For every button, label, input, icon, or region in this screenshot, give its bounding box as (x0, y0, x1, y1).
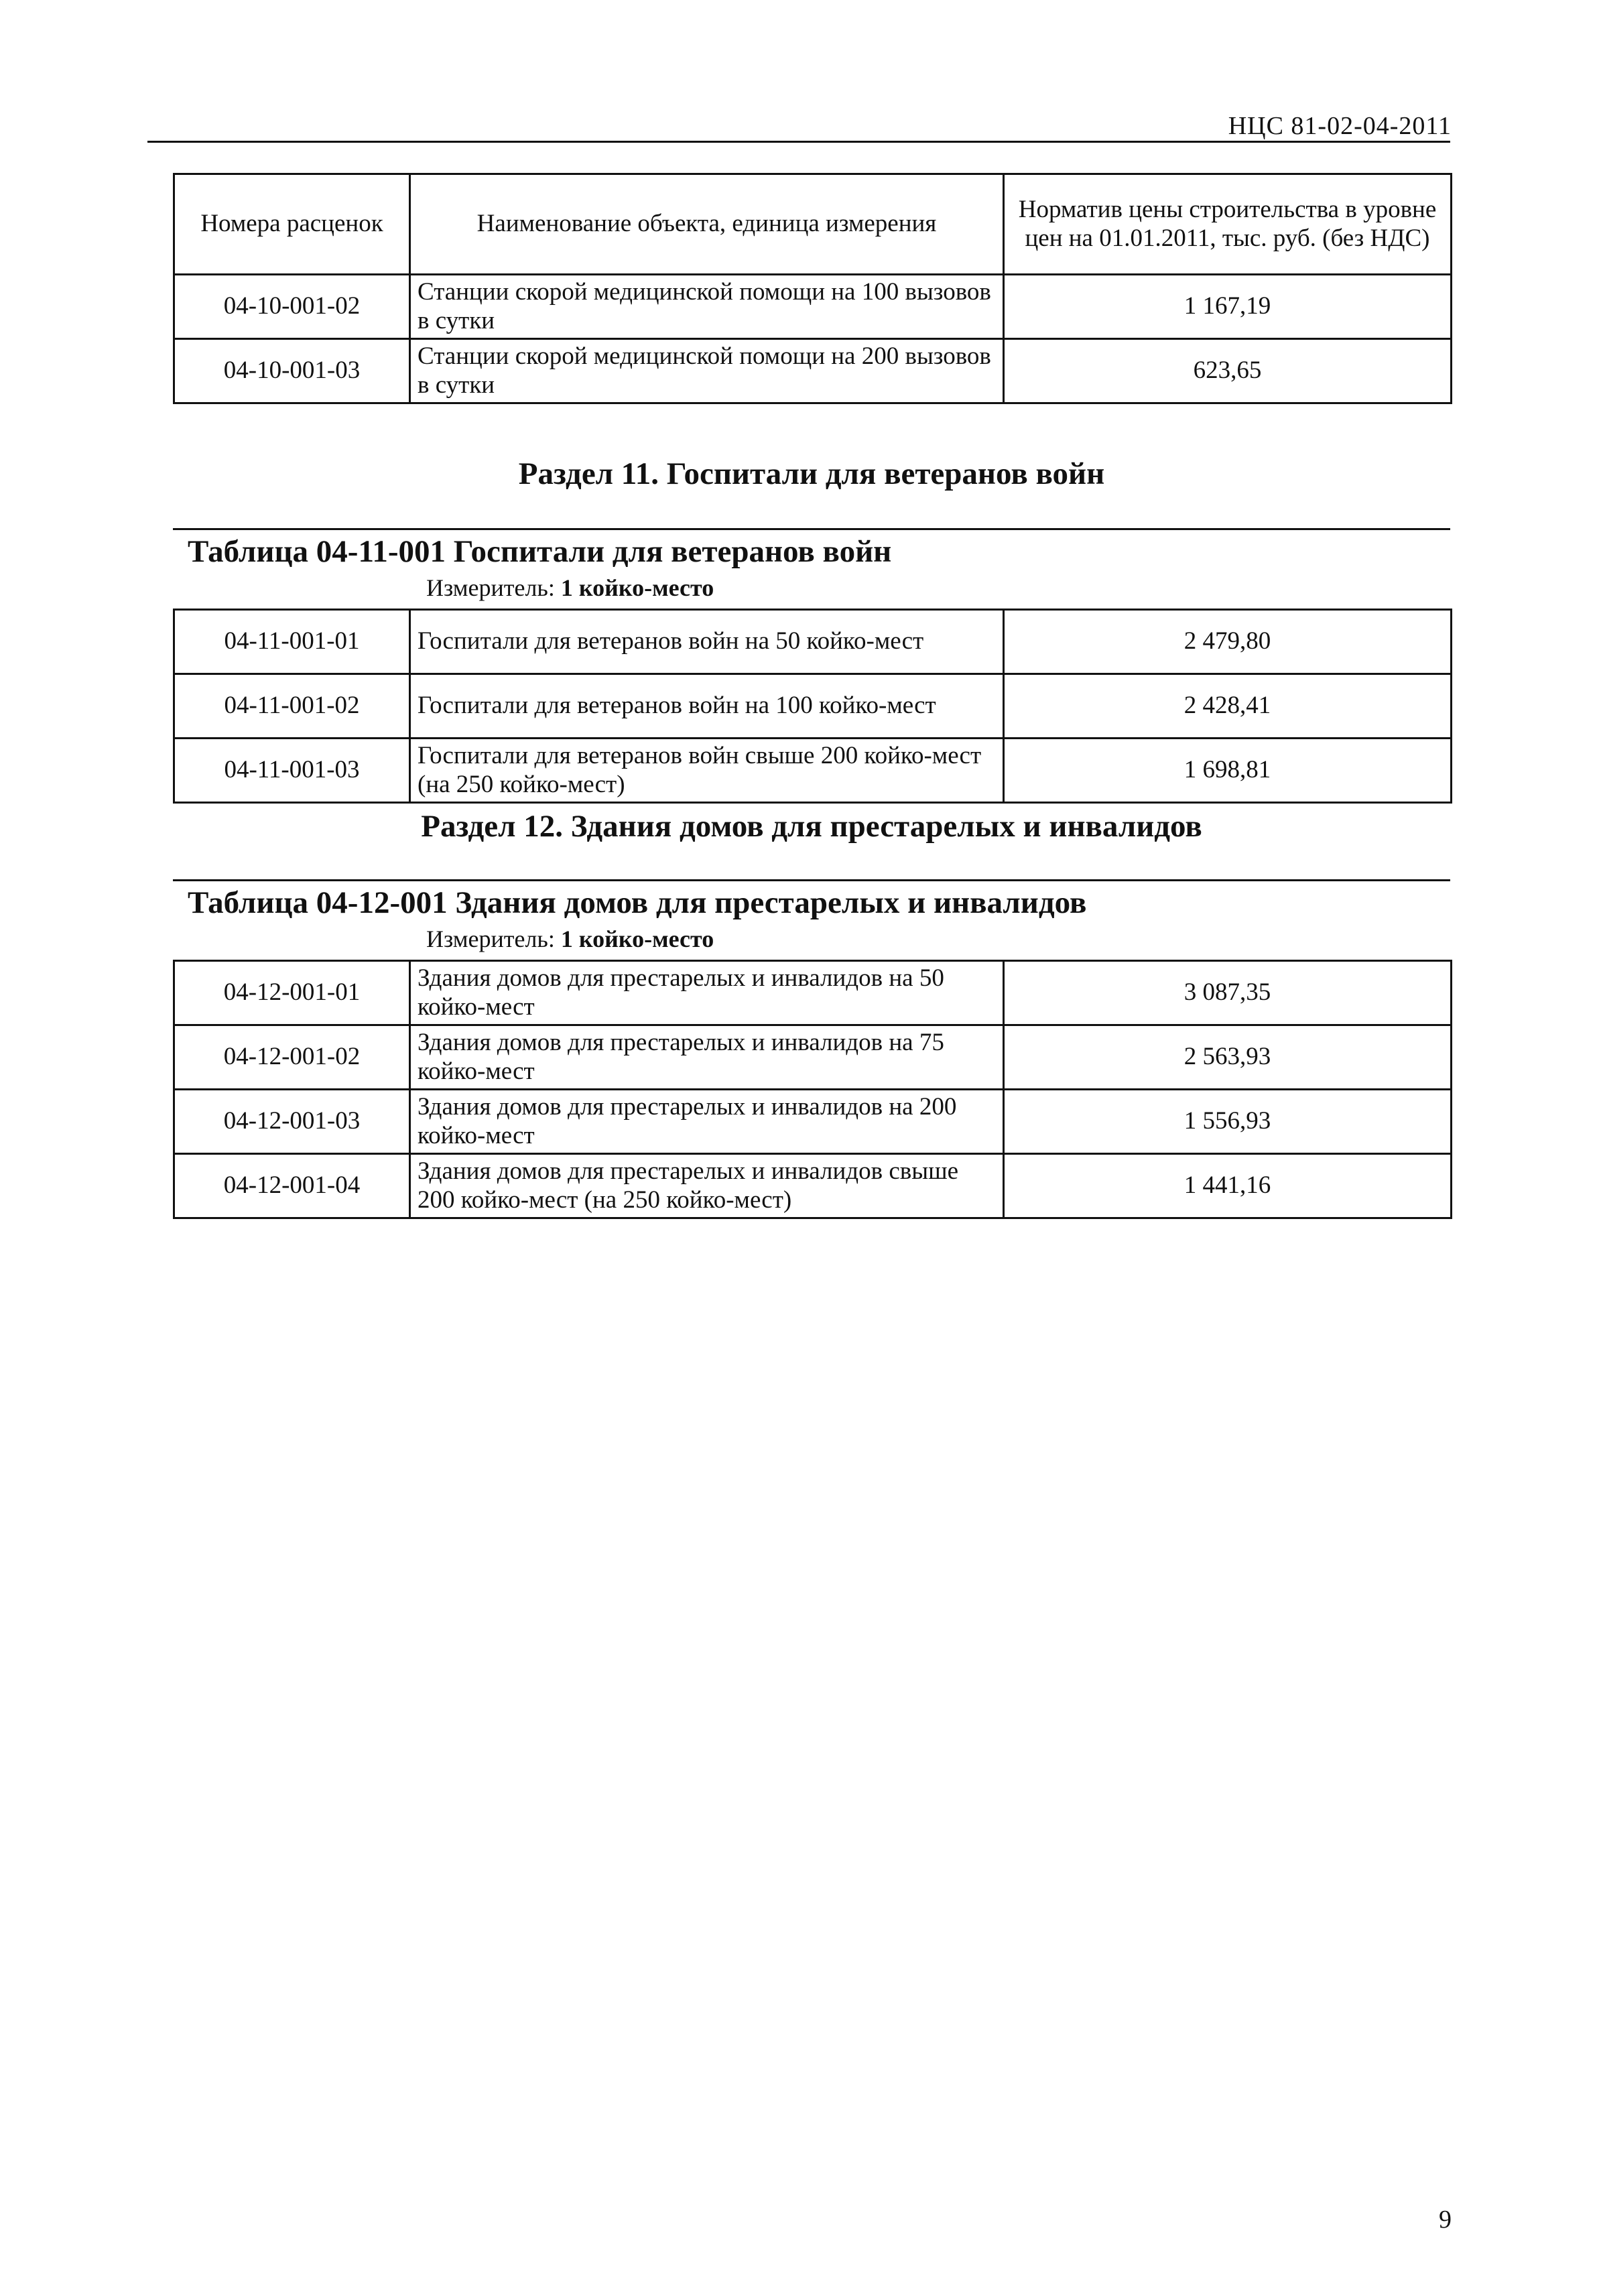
unit-value: 1 койко-место (560, 926, 714, 952)
row-price: 3 087,35 (1004, 961, 1452, 1025)
table-12-title: Таблица 04-12-001 Здания домов для престарелых и инвалидов (188, 885, 1087, 920)
unit-label: Измеритель: (426, 926, 555, 952)
row-price: 1 441,16 (1004, 1154, 1452, 1218)
page-number: 9 (1439, 2206, 1452, 2234)
table-row (174, 1090, 1452, 1154)
table-row (174, 961, 1452, 1025)
table-row (174, 674, 1452, 739)
row-price: 2 563,93 (1004, 1025, 1452, 1090)
row-code: 04-11-001-02 (174, 674, 410, 739)
row-code: 04-11-001-03 (174, 739, 410, 803)
table-row (174, 339, 1452, 403)
row-price: 2 428,41 (1004, 674, 1452, 739)
row-code: 04-12-001-04 (174, 1154, 410, 1218)
header-rule (147, 141, 1450, 143)
table-11-unit (426, 574, 714, 602)
row-price: 623,65 (1004, 339, 1452, 403)
table-04-12-001 (173, 960, 1452, 1219)
row-code: 04-11-001-01 (174, 610, 410, 674)
row-code: 04-10-001-03 (174, 339, 410, 403)
document-code: НЦС 81-02-04-2011 (1228, 112, 1452, 140)
row-code: 04-12-001-01 (174, 961, 410, 1025)
row-name: Госпитали для ветеранов войн на 50 койко-мест (410, 610, 1004, 674)
table-04-10-001 (173, 173, 1452, 404)
row-code: 04-10-001-02 (174, 275, 410, 339)
row-name: Здания домов для престарелых и инвалидов на 200 койко-мест (410, 1090, 1004, 1154)
column-header-name: Наименование объекта, единица измерения (410, 174, 1004, 275)
row-code: 04-12-001-02 (174, 1025, 410, 1090)
table-row (174, 610, 1452, 674)
table-row (174, 275, 1452, 339)
row-price: 2 479,80 (1004, 610, 1452, 674)
table-12-rule (173, 879, 1450, 881)
column-header-code: Номера расценок (174, 174, 410, 275)
table-04-11-001 (173, 609, 1452, 804)
table-row (174, 1025, 1452, 1090)
row-name: Госпитали для ветеранов войн свыше 200 койко-мест (на 250 койко-мест) (410, 739, 1004, 803)
row-name: Станции скорой медицинской помощи на 200 вызовов в сутки (410, 339, 1004, 403)
row-price: 1 698,81 (1004, 739, 1452, 803)
section-11-title: Раздел 11. Госпитали для ветеранов войн (518, 456, 1105, 491)
row-name: Здания домов для престарелых и инвалидов свыше 200 койко-мест (на 250 койко-мест) (410, 1154, 1004, 1218)
unit-value: 1 койко-место (560, 574, 714, 601)
table-12-unit (426, 925, 714, 953)
row-price: 1 556,93 (1004, 1090, 1452, 1154)
table-11-rule (173, 528, 1450, 530)
row-name: Станции скорой медицинской помощи на 100 вызовов в сутки (410, 275, 1004, 339)
column-header-price: Норматив цены строительства в уровне цен на 01.01.2011, тыс. руб. (без НДС) (1004, 174, 1452, 275)
unit-label: Измеритель: (426, 574, 555, 601)
table-11-title: Таблица 04-11-001 Госпитали для ветеранов войн (188, 534, 892, 569)
row-code: 04-12-001-03 (174, 1090, 410, 1154)
row-price: 1 167,19 (1004, 275, 1452, 339)
section-12-title: Раздел 12. Здания домов для престарелых и инвалидов (421, 809, 1202, 844)
row-name: Госпитали для ветеранов войн на 100 койко-мест (410, 674, 1004, 739)
table-header-row (174, 174, 1452, 275)
table-row (174, 739, 1452, 803)
row-name: Здания домов для престарелых и инвалидов на 50 койко-мест (410, 961, 1004, 1025)
row-name: Здания домов для престарелых и инвалидов на 75 койко-мест (410, 1025, 1004, 1090)
table-row (174, 1154, 1452, 1218)
